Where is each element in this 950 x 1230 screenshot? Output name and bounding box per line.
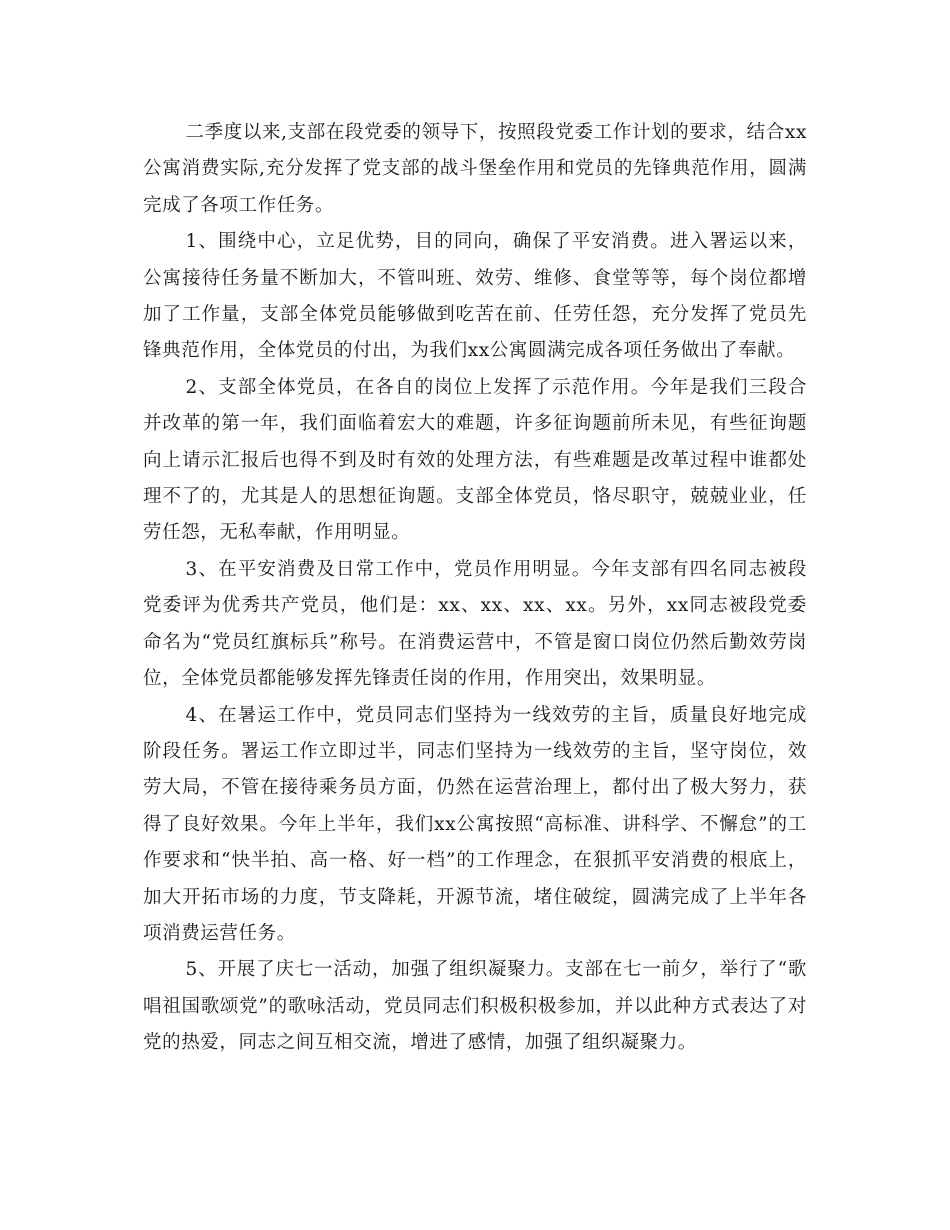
item-3-paragraph: 3、在平安消费及日常工作中，党员作用明显。今年支部有四名同志被段党委评为优秀共产党员，他们是：xx、xx、xx、xx。另外，xx同志被段党委命名为“党员红旗标兵”称号。在消费运营中，不管是窗口岗位仍然后勤效劳岗位，全体党员都能够发挥先锋责任岗的作用，作用突出，效果明显。 [143, 558, 807, 690]
document-body [143, 115, 807, 1062]
item-2-paragraph: 2、支部全体党员，在各自的岗位上发挥了示范作用。今年是我们三段合并改革的第一年，我们面临着宏大的难题，许多征询题前所未见，有些征询题向上请示汇报后也得不到及时有效的处理方法，有些难题是改革过程中谁都处理不了的，尤其是人的思想征询题。支部全体党员，恪尽职守，兢兢业业，任劳任怨，无私奉献，作用明显。 [143, 376, 807, 544]
intro-paragraph: 二季度以来,支部在段党委的领导下，按照段党委工作计划的要求，结合xx公寓消费实际,充分发挥了党支部的战斗堡垒作用和党员的先锋典范作用，圆满完成了各项工作任务。 [143, 122, 807, 216]
item-5-paragraph: 5、开展了庆七一活动，加强了组织凝聚力。支部在七一前夕，举行了“歌唱祖国歌颂党”的歌咏活动，党员同志们积极积极参加，并以此种方式表达了对党的热爱，同志之间互相交流，增进了感情，加强了组织凝聚力。 [143, 959, 807, 1054]
item-1-paragraph: 1、围绕中心，立足优势，目的同向，确保了平安消费。进入署运以来，公寓接待任务量不断加大，不管叫班、效劳、维修、食堂等等，每个岗位都增加了工作量，支部全体党员能够做到吃苦在前、任劳任怨，充分发挥了党员先锋典范作用，全体党员的付出，为我们xx公寓圆满完成各项任务做出了奉献。 [143, 231, 807, 362]
item-4-paragraph: 4、在暑运工作中，党员同志们坚持为一线效劳的主旨，质量良好地完成阶段任务。署运工作立即过半，同志们坚持为一线效劳的主旨，坚守岗位，效劳大局，不管在接待乘务员方面，仍然在运营治理上，都付出了极大努力，获得了良好效果。今年上半年，我们xx公寓按照“高标准、讲科学、不懈怠”的工作要求和“快半拍、高一格、好一档”的工作理念，在狠抓平安消费的根底上，加大开拓市场的力度，节支降耗，开源节流，堵住破绽，圆满完成了上半年各项消费运营任务。 [143, 704, 807, 944]
